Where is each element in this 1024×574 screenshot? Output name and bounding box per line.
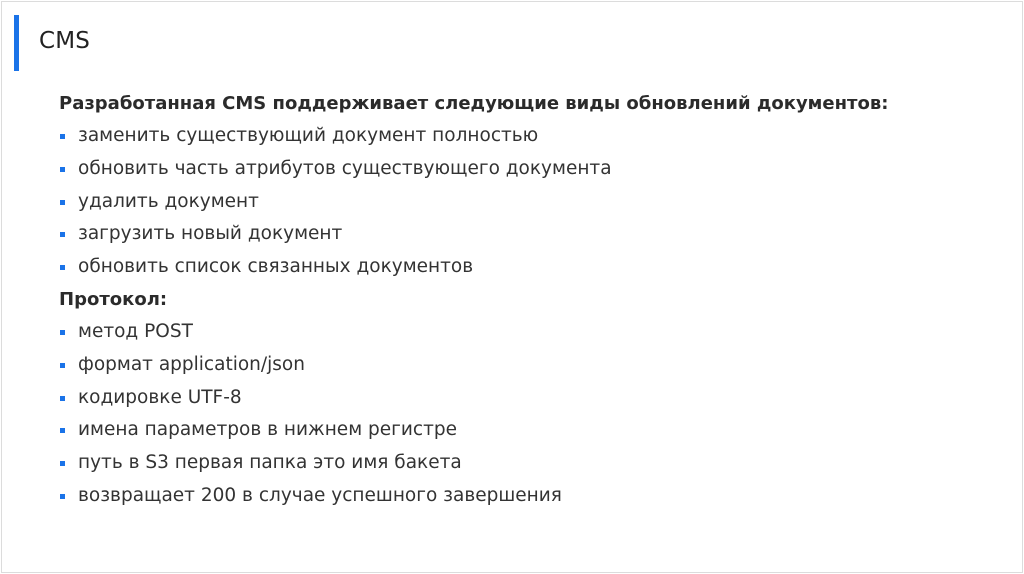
- protocol-list: [59, 316, 999, 513]
- list-item-text: возвращает 200 в случае успешного завершения: [78, 484, 562, 506]
- list-item-text: кодировке UTF-8: [78, 386, 242, 408]
- list-item: [59, 480, 999, 513]
- slide-title: CMS: [39, 28, 91, 54]
- bullet-square-icon: [60, 167, 65, 172]
- list-item: [59, 251, 999, 284]
- list-item-text: обновить часть атрибутов существующего документа: [78, 157, 612, 179]
- bullet-square-icon: [60, 461, 65, 466]
- list-item-text: метод POST: [78, 320, 193, 342]
- list-item-text: путь в S3 первая папка это имя бакета: [78, 452, 462, 474]
- list-item: [59, 414, 999, 447]
- list-item: [59, 218, 999, 251]
- title-accent-bar: [14, 15, 19, 71]
- list-item: [59, 153, 999, 186]
- bullet-square-icon: [60, 494, 65, 499]
- bullet-square-icon: [60, 396, 65, 401]
- slide-body: [59, 88, 999, 513]
- list-item: [59, 447, 999, 480]
- bullet-square-icon: [60, 200, 65, 205]
- bullet-square-icon: [60, 363, 65, 368]
- list-item-text: формат application/json: [78, 353, 305, 375]
- list-item: [59, 316, 999, 349]
- list-item-text: имена параметров в нижнем регистре: [78, 419, 457, 441]
- list-item: [59, 186, 999, 219]
- bullet-square-icon: [60, 428, 65, 433]
- list-item: [59, 349, 999, 382]
- updates-list: [59, 120, 999, 284]
- bullet-square-icon: [60, 265, 65, 270]
- list-item: [59, 382, 999, 415]
- list-item-text: заменить существующий документ полностью: [78, 125, 539, 146]
- section-heading-updates: Разработанная CMS поддерживает следующие виды обновлений документов:: [59, 93, 889, 114]
- bullet-square-icon: [60, 134, 65, 139]
- list-item-text: загрузить новый документ: [78, 223, 343, 245]
- bullet-square-icon: [60, 330, 65, 335]
- section-heading-protocol: Протокол:: [59, 288, 168, 310]
- list-item-text: обновить список связанных документов: [78, 256, 474, 278]
- slide: [1, 1, 1023, 573]
- list-item-text: удалить документ: [78, 190, 259, 212]
- list-item: [59, 120, 999, 153]
- bullet-square-icon: [60, 232, 65, 237]
